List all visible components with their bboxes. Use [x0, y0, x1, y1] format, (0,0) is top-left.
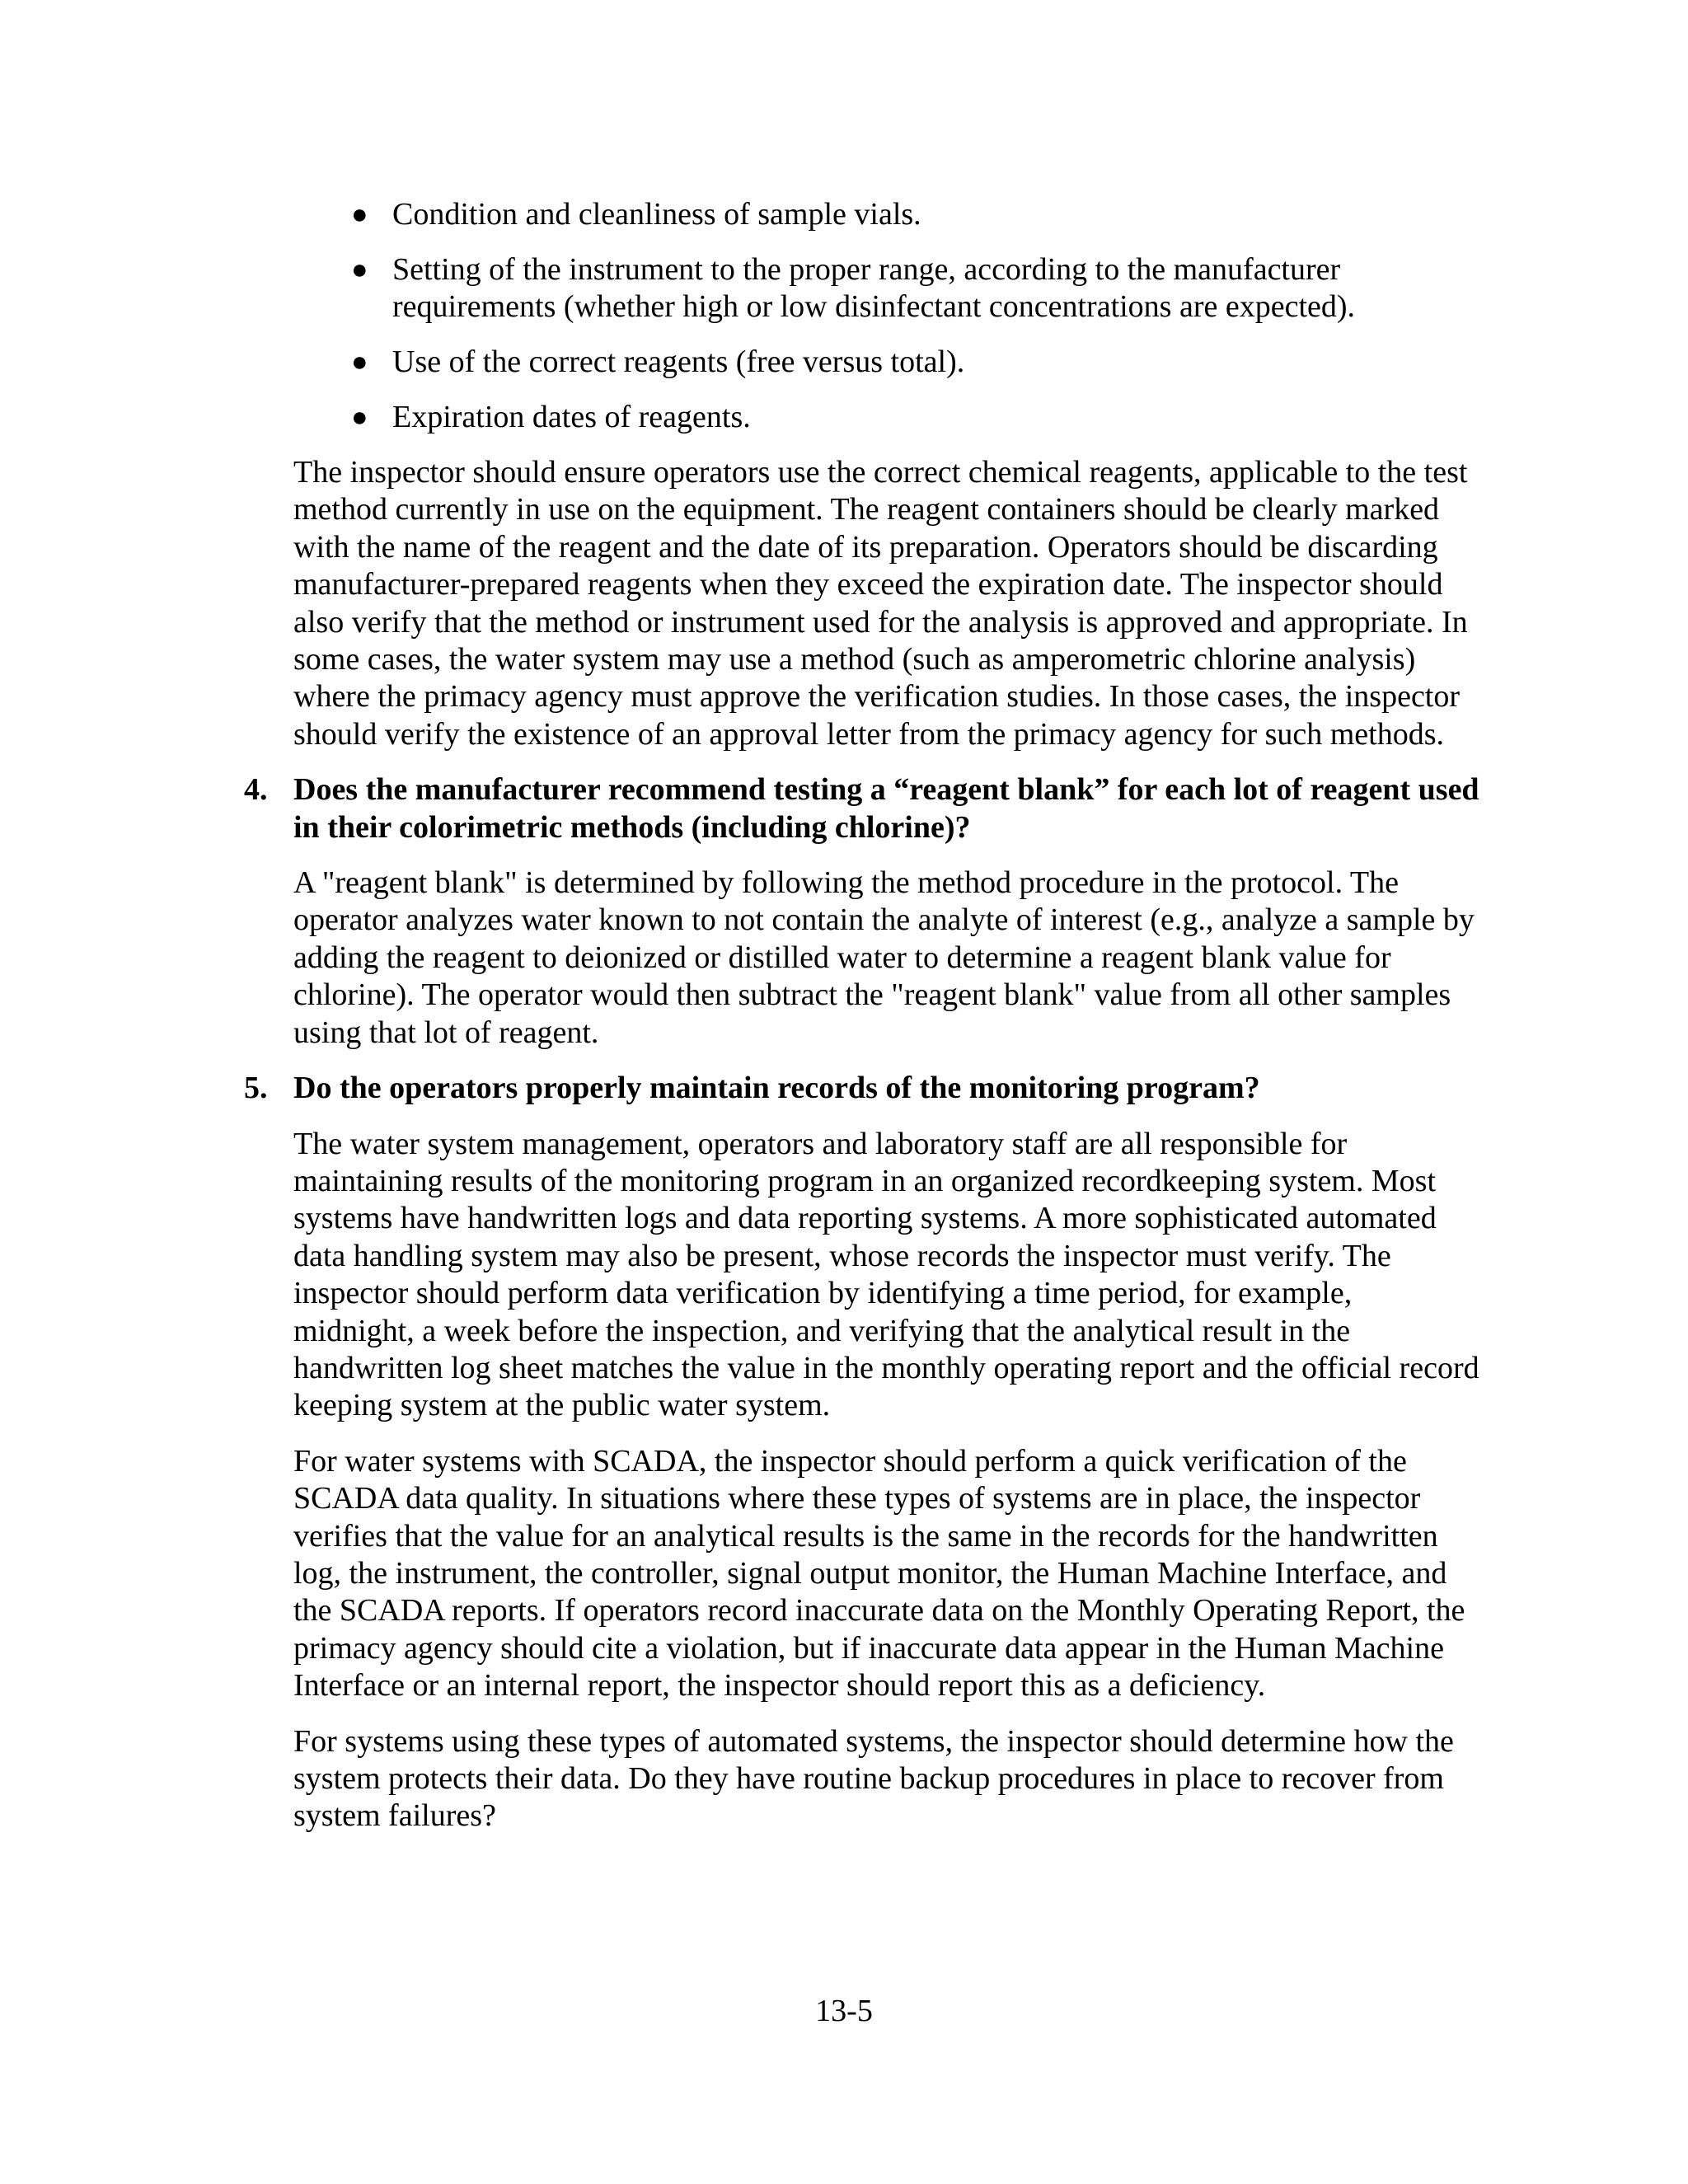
question-5-heading [244, 1070, 1480, 1107]
bullet-text: Setting of the instrument to the proper range, according to the manufacturer requirements (whether high or low disinfectant concentrations are expected). [392, 252, 1356, 324]
bullet-text: Condition and cleanliness of sample vials. [392, 197, 921, 232]
bullet-text: Expiration dates of reagents. [392, 400, 751, 434]
scada-paragraph: For water systems with SCADA, the inspector should perform a quick verification of the SCADA data quality. In situations where these types of systems are in place, the inspector verifies that the value for an analytical results is the same in the records for the handwritten log, the instrument, the controller, signal output monitor, the Human Machine Interface, and the SCADA reports. If operators record inaccurate data on the Monthly Operating Report, the primacy agency should cite a violation, but if inaccurate data appear in the Human Machine Interface or an internal report, the inspector should report this as a deficiency. [293, 1443, 1465, 1704]
question-5-text: Do the operators properly maintain records of the monitoring program? [293, 1071, 1260, 1106]
reagent-blank-paragraph: A "reagent blank" is determined by following the method procedure in the protocol. The operator analyzes water known to not contain the analyte of interest (e.g., analyze a sample by adding the reagent to deionized or distilled water to determine a reagent blank value for chlorine). The operator would then subtract the "reagent blank" value from all other samples using that lot of reagent. [293, 865, 1475, 1050]
page-content [244, 196, 1480, 1854]
question-5-number: 5. [244, 1071, 268, 1106]
question-4-heading [244, 771, 1480, 846]
bullet-item [293, 399, 1480, 436]
recordkeeping-paragraph: The water system management, operators and laboratory staff are all responsible for maintaining results of the monitoring program in an organized recordkeeping system. Most systems have handwritten logs and data reporting systems. A more sophisticated automated data handling system may also be present, whose records the inspector must verify. The inspector should perform data verification by identifying a time period, for example, midnight, a week before the inspection, and verifying that the analytical result in the handwritten log sheet matches the value in the monthly operating report and the official record keeping system at the public water system. [293, 1126, 1479, 1423]
bullet-icon: ● [351, 402, 368, 433]
question-4-number: 4. [244, 772, 268, 808]
bullet-list [293, 196, 1480, 436]
bullet-item [293, 196, 1480, 233]
backup-paragraph: For systems using these types of automated systems, the inspector should determine how the system protects their data. Do they have routine backup procedures in place to recover from system failures? [293, 1723, 1454, 1834]
reagents-paragraph: The inspector should ensure operators use the correct chemical reagents, applicable to the test method currently in use on the equipment. The reagent containers should be clearly marked with the name of the reagent and the date of its preparation. Operators should be discarding manufacturer-prepared reagents when they exceed the expiration date. The inspector should also verify that the method or instrument used for the analysis is approved and appropriate. In some cases, the water system may use a method (such as amperometric chlorine analysis) where the primacy agency must approve the verification studies. In those cases, the inspector should verify the existence of an approval letter from the primacy agency for such methods. [293, 455, 1468, 752]
bullet-icon: ● [351, 199, 368, 230]
bullet-item [293, 344, 1480, 381]
bullet-icon: ● [351, 347, 368, 377]
bullet-text: Use of the correct reagents (free versus total). [392, 344, 965, 379]
bullet-item [293, 251, 1480, 326]
page-number: 13-5 [815, 1994, 873, 2028]
question-4-text: Does the manufacturer recommend testing a “reagent blank” for each lot of reagent used in their colorimetric methods (including chlorine)? [293, 772, 1479, 845]
bullet-icon: ● [351, 255, 368, 285]
